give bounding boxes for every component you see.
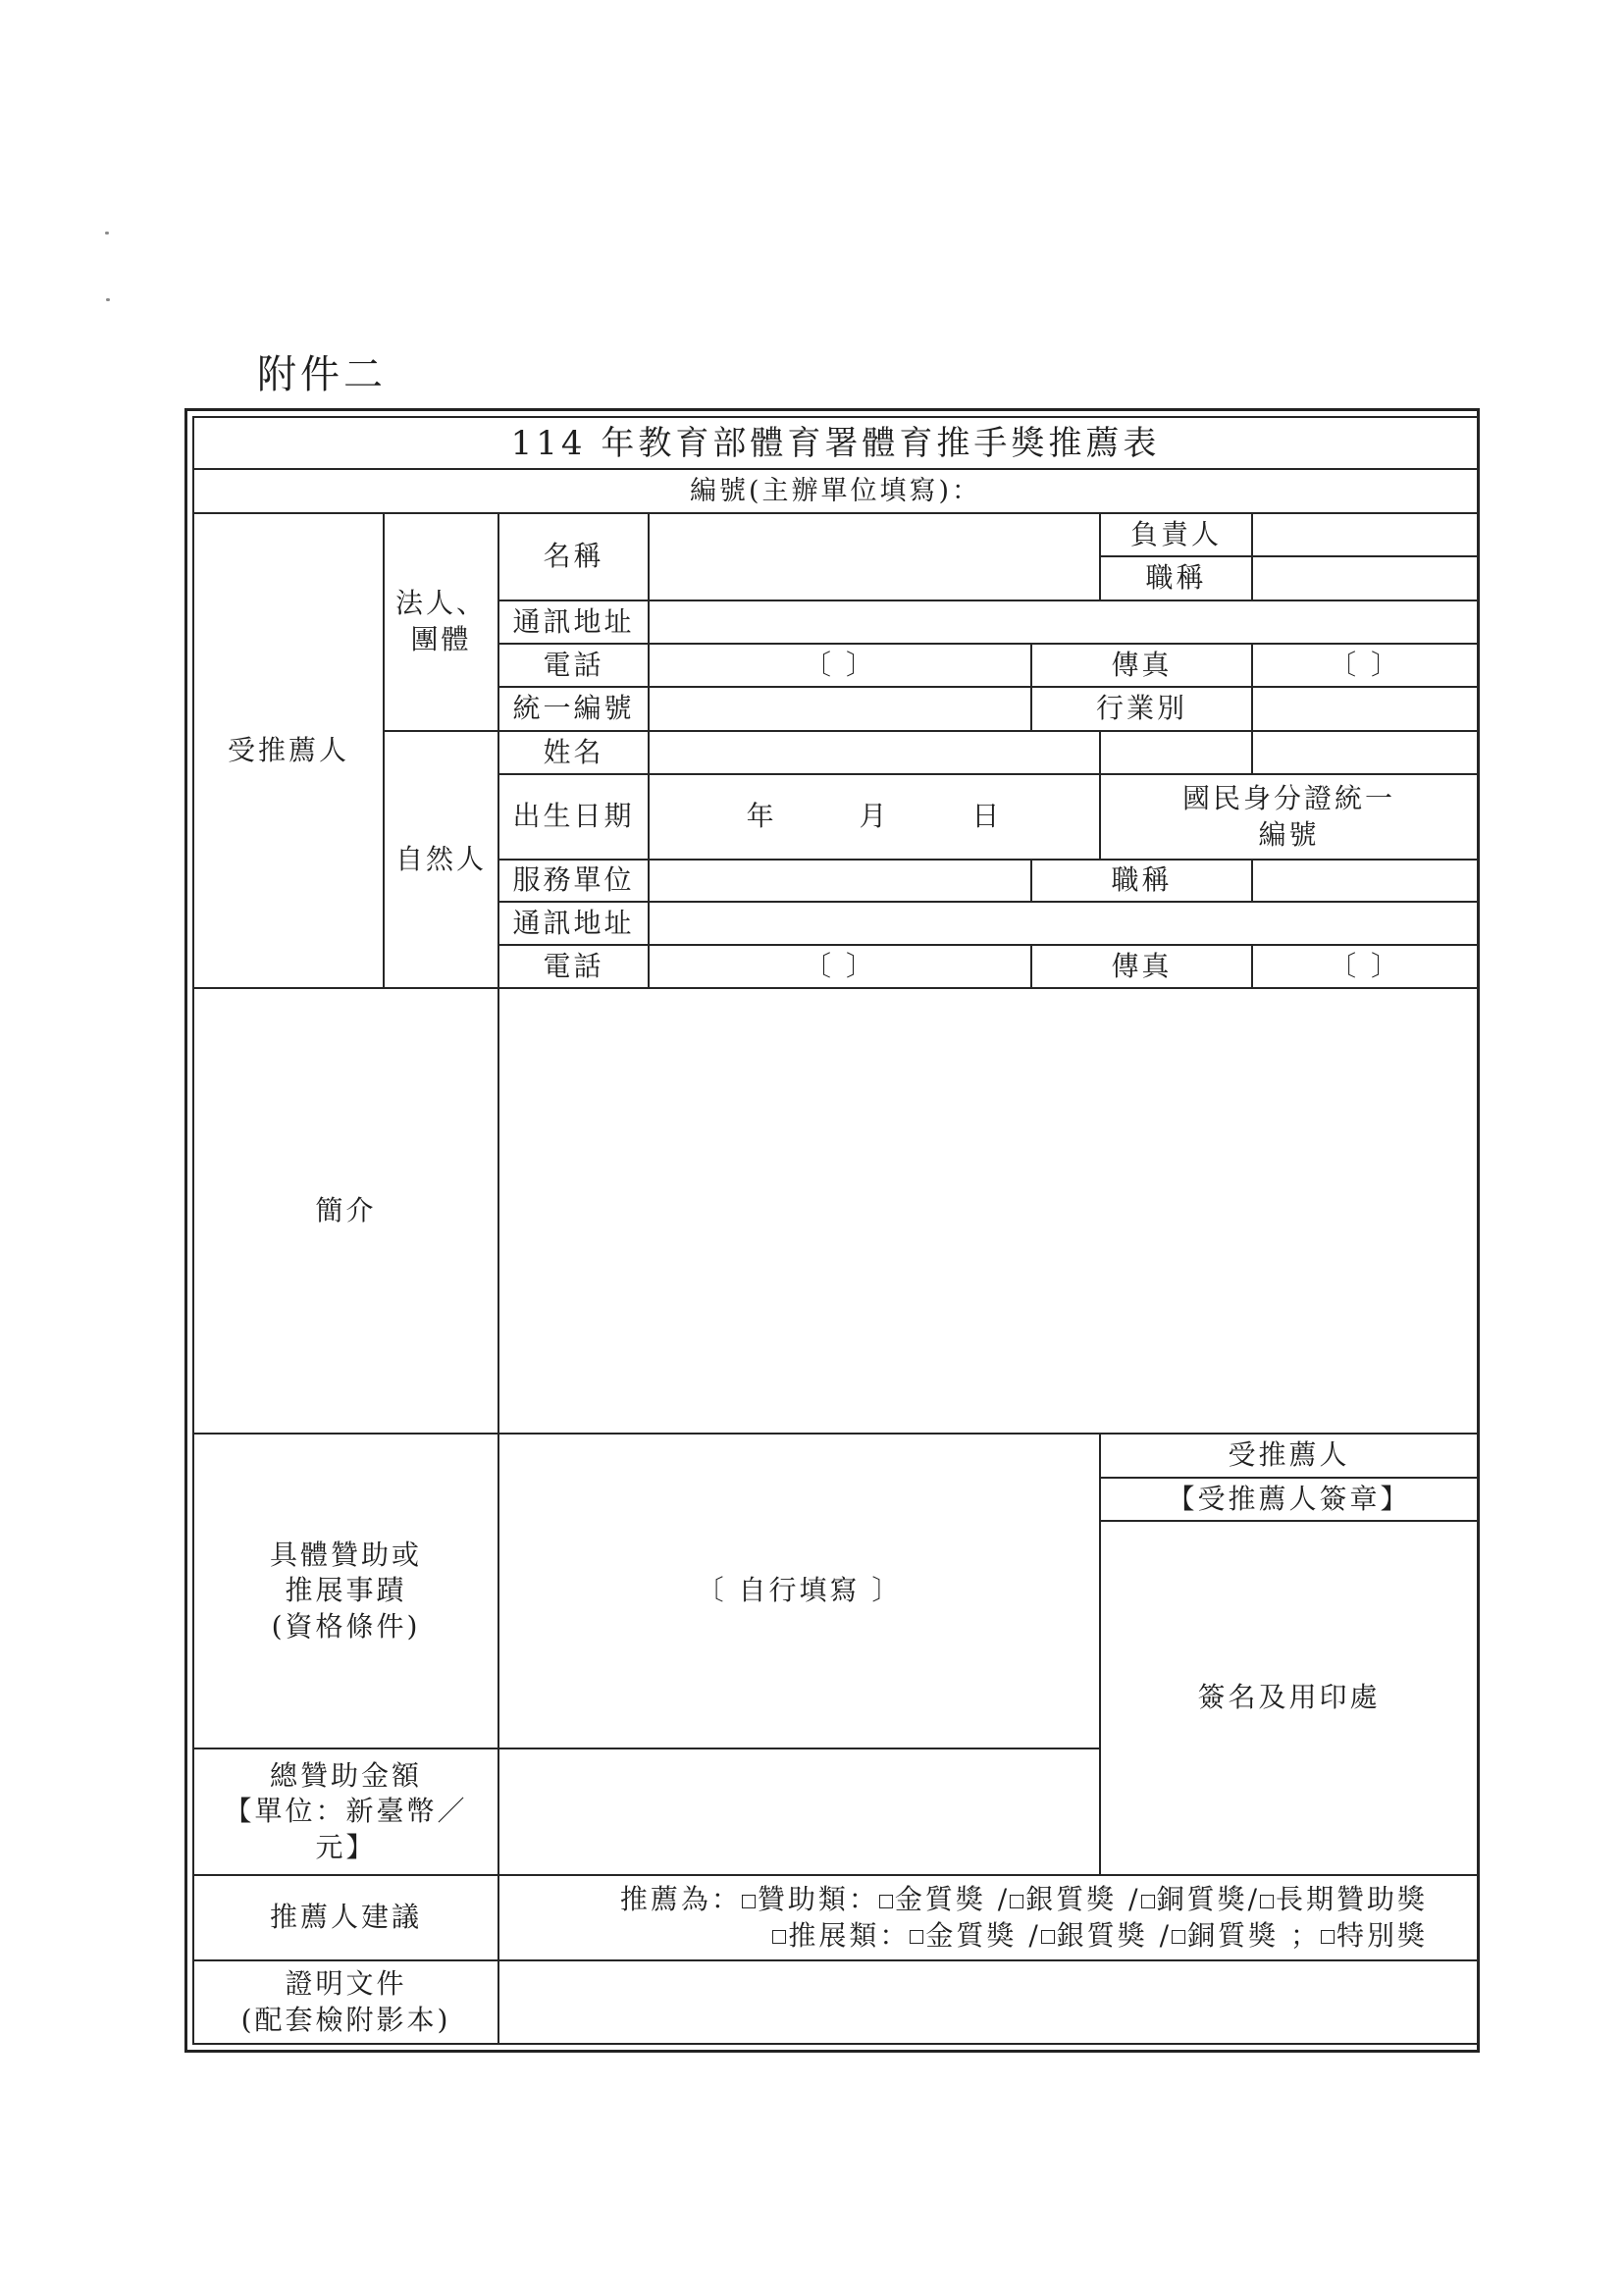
scan-speck xyxy=(105,232,109,235)
sponsor-category-label: 贊助類： xyxy=(757,1883,879,1916)
responsible-person-label: 負責人 xyxy=(1100,513,1252,556)
total-amount-label-line2: 【單位：新臺幣／ xyxy=(224,1795,468,1828)
recommendation-label: 推薦人建議 xyxy=(193,1875,498,1960)
signature-header: 受推薦人 xyxy=(1100,1434,1478,1477)
signature-subheader: 【受推薦人簽章】 xyxy=(1100,1478,1478,1521)
person-name-label: 姓名 xyxy=(498,731,649,774)
person-phone-label: 電話 xyxy=(498,945,649,988)
entity-phone-field[interactable]: 〔 〕 xyxy=(649,644,1031,687)
sponsor-bronze-option: 銅質獎/ xyxy=(1156,1883,1261,1916)
natural-person-group-label: 自然人 xyxy=(384,731,498,988)
entity-name-label: 名稱 xyxy=(498,513,649,600)
checkbox-icon[interactable] xyxy=(910,1930,923,1944)
recommend-prefix: 推薦為： xyxy=(619,1883,742,1916)
person-title-field[interactable] xyxy=(1252,860,1478,902)
id-number-label-line2: 編號 xyxy=(1258,817,1320,851)
form-title: 114 年教育部體育署體育推手獎推薦表 xyxy=(193,417,1478,469)
checkbox-icon[interactable] xyxy=(879,1895,893,1908)
person-phone-field[interactable]: 〔 〕 xyxy=(649,945,1031,988)
achievements-label xyxy=(193,1434,498,1748)
month-label: 月 xyxy=(859,800,890,833)
uniform-number-label: 統一編號 xyxy=(498,687,649,730)
employer-label: 服務單位 xyxy=(498,860,649,902)
entity-phone-label: 電話 xyxy=(498,644,649,687)
achievements-label-line1: 具體贊助或 xyxy=(269,1539,422,1572)
promotion-silver-option: 銀質獎 / xyxy=(1056,1918,1173,1952)
documents-field[interactable] xyxy=(498,1960,1478,2044)
person-fax-field[interactable]: 〔 〕 xyxy=(1252,945,1478,988)
total-amount-label-line3: 元】 xyxy=(315,1830,377,1863)
nominee-label: 受推薦人 xyxy=(193,513,384,988)
entity-name-field[interactable] xyxy=(649,513,1100,600)
serial-number-field[interactable]: 編號(主辦單位填寫)： xyxy=(193,469,1478,512)
legal-entity-label-line1: 法人、 xyxy=(394,587,487,620)
responsible-person-field[interactable] xyxy=(1252,513,1478,556)
responsible-title-field[interactable] xyxy=(1252,556,1478,600)
checkbox-icon[interactable] xyxy=(742,1895,756,1908)
sponsor-silver-option: 銀質獎 / xyxy=(1025,1883,1141,1916)
attachment-label: 附件二 xyxy=(257,352,387,397)
sponsor-options-line xyxy=(503,1882,1428,1917)
checkbox-icon[interactable] xyxy=(1141,1895,1155,1908)
entity-fax-label: 傳真 xyxy=(1031,644,1252,687)
entity-address-field[interactable] xyxy=(649,600,1478,644)
recommendation-options xyxy=(498,1875,1478,1960)
checkbox-icon[interactable] xyxy=(1010,1895,1023,1908)
responsible-title-label: 職稱 xyxy=(1100,556,1252,600)
achievements-field[interactable]: 〔 自行填寫 〕 xyxy=(498,1434,1100,1748)
promotion-options-line xyxy=(503,1918,1428,1954)
documents-label-line1: 證明文件 xyxy=(285,1967,407,2001)
person-address-field[interactable] xyxy=(649,902,1478,944)
person-title-label: 職稱 xyxy=(1031,860,1252,902)
person-fax-label: 傳真 xyxy=(1031,945,1252,988)
documents-label-line2: (配套檢附影本) xyxy=(240,2003,451,2036)
total-amount-label-line1: 總贊助金額 xyxy=(269,1759,422,1793)
form-table xyxy=(192,416,1479,2045)
checkbox-icon[interactable] xyxy=(1321,1930,1335,1944)
entity-address-label: 通訊地址 xyxy=(498,600,649,644)
day-label: 日 xyxy=(971,800,1003,833)
sponsor-longterm-option: 長期贊助獎 xyxy=(1276,1883,1429,1916)
industry-label: 行業別 xyxy=(1031,687,1252,730)
checkbox-icon[interactable] xyxy=(1041,1930,1055,1944)
profile-label: 簡介 xyxy=(193,988,498,1434)
profile-field[interactable] xyxy=(498,988,1478,1434)
year-label: 年 xyxy=(746,800,777,833)
industry-field[interactable] xyxy=(1252,687,1478,730)
employer-field[interactable] xyxy=(649,860,1031,902)
person-address-label: 通訊地址 xyxy=(498,902,649,944)
total-amount-label xyxy=(193,1748,498,1875)
person-name-blank xyxy=(1100,731,1252,774)
checkbox-icon[interactable] xyxy=(772,1930,786,1944)
sponsor-gold-option: 金質獎 / xyxy=(894,1883,1011,1916)
recommendation-form xyxy=(184,408,1480,2053)
legal-entity-label-line2: 團體 xyxy=(410,622,472,655)
promotion-bronze-option: 銅質獎 ； xyxy=(1187,1918,1322,1952)
checkbox-icon[interactable] xyxy=(1172,1930,1185,1944)
documents-label xyxy=(193,1960,498,2044)
person-name-field[interactable] xyxy=(649,731,1100,774)
total-amount-field[interactable] xyxy=(498,1748,1100,1875)
achievements-label-line3: (資格條件) xyxy=(271,1609,421,1643)
achievements-label-line2: 推展事蹟 xyxy=(285,1574,407,1607)
promotion-category-label: 推展類： xyxy=(788,1918,911,1952)
scan-speck xyxy=(106,298,110,301)
legal-entity-group-label xyxy=(384,513,498,731)
birth-date-label: 出生日期 xyxy=(498,774,649,860)
uniform-number-field[interactable] xyxy=(649,687,1031,730)
checkbox-icon[interactable] xyxy=(1260,1895,1274,1908)
id-number-label xyxy=(1100,774,1478,860)
birth-date-field[interactable] xyxy=(649,774,1100,860)
entity-fax-field[interactable]: 〔 〕 xyxy=(1252,644,1478,687)
person-name-extra-field[interactable] xyxy=(1252,731,1478,774)
promotion-special-option: 特別獎 xyxy=(1336,1918,1429,1952)
signature-area[interactable]: 簽名及用印處 xyxy=(1100,1521,1478,1875)
id-number-label-line1: 國民身分證統一 xyxy=(1182,782,1396,815)
promotion-gold-option: 金質獎 / xyxy=(925,1918,1041,1952)
